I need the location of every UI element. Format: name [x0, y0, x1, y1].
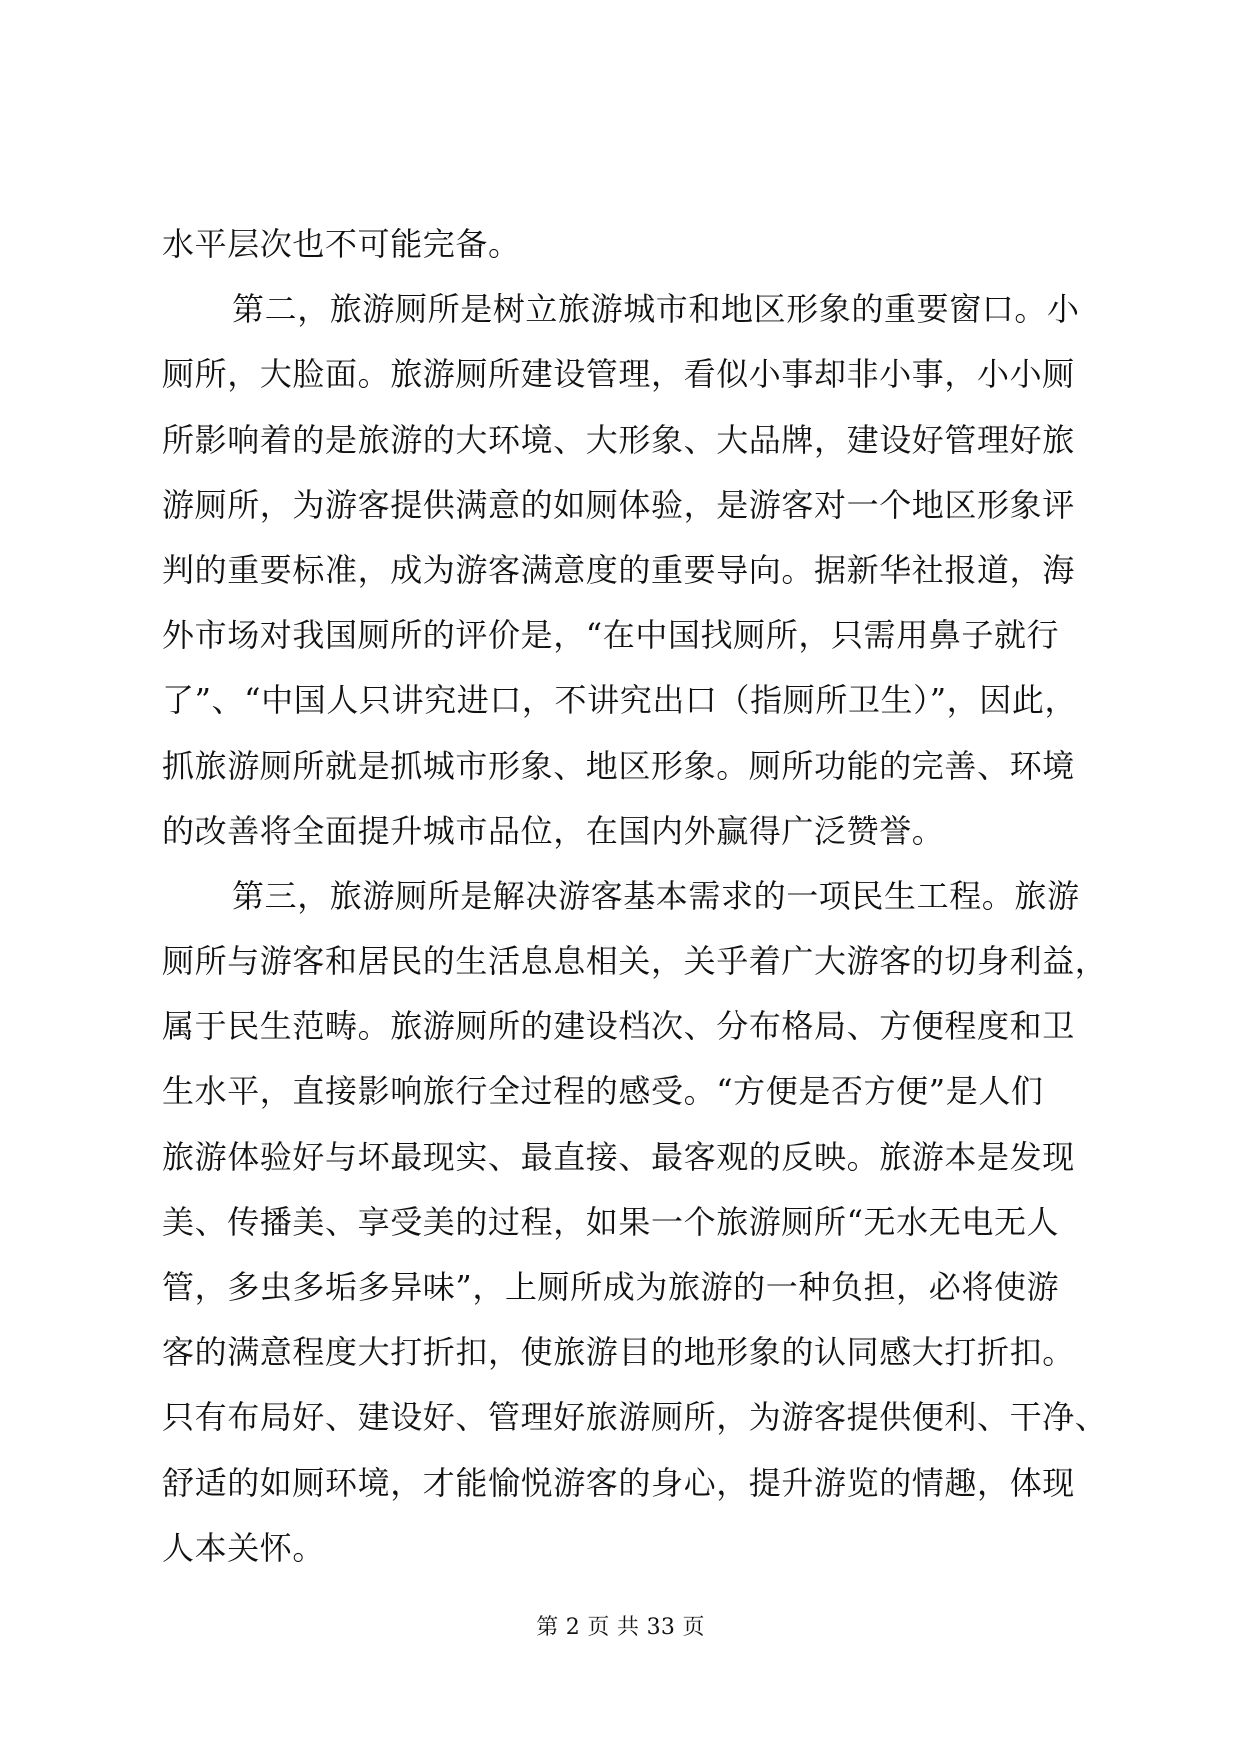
text-line: 生水平，直接影响旅行全过程的感受。“方便是否方便”是人们 — [162, 1072, 1044, 1111]
text-line: 了”、“中国人只讲究进口，不讲究出口（指厕所卫生）”，因此， — [162, 681, 1078, 720]
text-line: 舒适的如厕环境，才能愉悦游客的身心，提升游览的情趣，体现 — [162, 1463, 1075, 1502]
text-line: 旅游体验好与坏最现实、最直接、最客观的反映。旅游本是发现 — [162, 1137, 1075, 1176]
text-line: 的改善将全面提升城市品位，在国内外赢得广泛赞誉。 — [162, 811, 945, 850]
text-line: 水平层次也不可能完备。 — [162, 225, 521, 263]
text-line: 管，多虫多垢多异味”，上厕所成为旅游的一种负担，必将使游 — [162, 1268, 1060, 1306]
text-line: 判的重要标准，成为游客满意度的重要导向。据新华社报道，海 — [162, 550, 1075, 589]
text-line: 游厕所，为游客提供满意的如厕体验，是游客对一个地区形象评 — [162, 485, 1075, 524]
text-line: 所影响着的是旅游的大环境、大形象、大品牌，建设好管理好旅 — [162, 420, 1075, 459]
paragraph-first-line: 第二，旅游厕所是树立旅游城市和地区形象的重要窗口。小 — [232, 290, 1080, 329]
text-line: 厕所与游客和居民的生活息息相关，关乎着广大游客的切身利益， — [162, 942, 1108, 981]
text-line: 外市场对我国厕所的评价是，“在中国找厕所，只需用鼻子就行 — [162, 616, 1060, 655]
body-text — [162, 212, 1108, 1581]
page-number-footer: 第 2 页 共 33 页 — [536, 1615, 705, 1640]
text-line: 抓旅游厕所就是抓城市形象、地区形象。厕所功能的完善、环境 — [162, 746, 1075, 785]
paragraph-first-line: 第三，旅游厕所是解决游客基本需求的一项民生工程。旅游 — [232, 876, 1080, 915]
text-line: 客的满意程度大打折扣，使旅游目的地形象的认同感大打折扣。 — [162, 1333, 1075, 1372]
text-line: 美、传播美、享受美的过程，如果一个旅游厕所“无水无电无人 — [162, 1202, 1060, 1241]
text-line: 只有布局好、建设好、管理好旅游厕所，为游客提供便利、干净、 — [162, 1398, 1108, 1437]
text-line: 属于民生范畴。旅游厕所的建设档次、分布格局、方便程度和卫 — [162, 1007, 1075, 1046]
text-line: 厕所，大脸面。旅游厕所建设管理，看似小事却非小事，小小厕 — [162, 355, 1075, 394]
text-line: 人本关怀。 — [162, 1528, 326, 1567]
